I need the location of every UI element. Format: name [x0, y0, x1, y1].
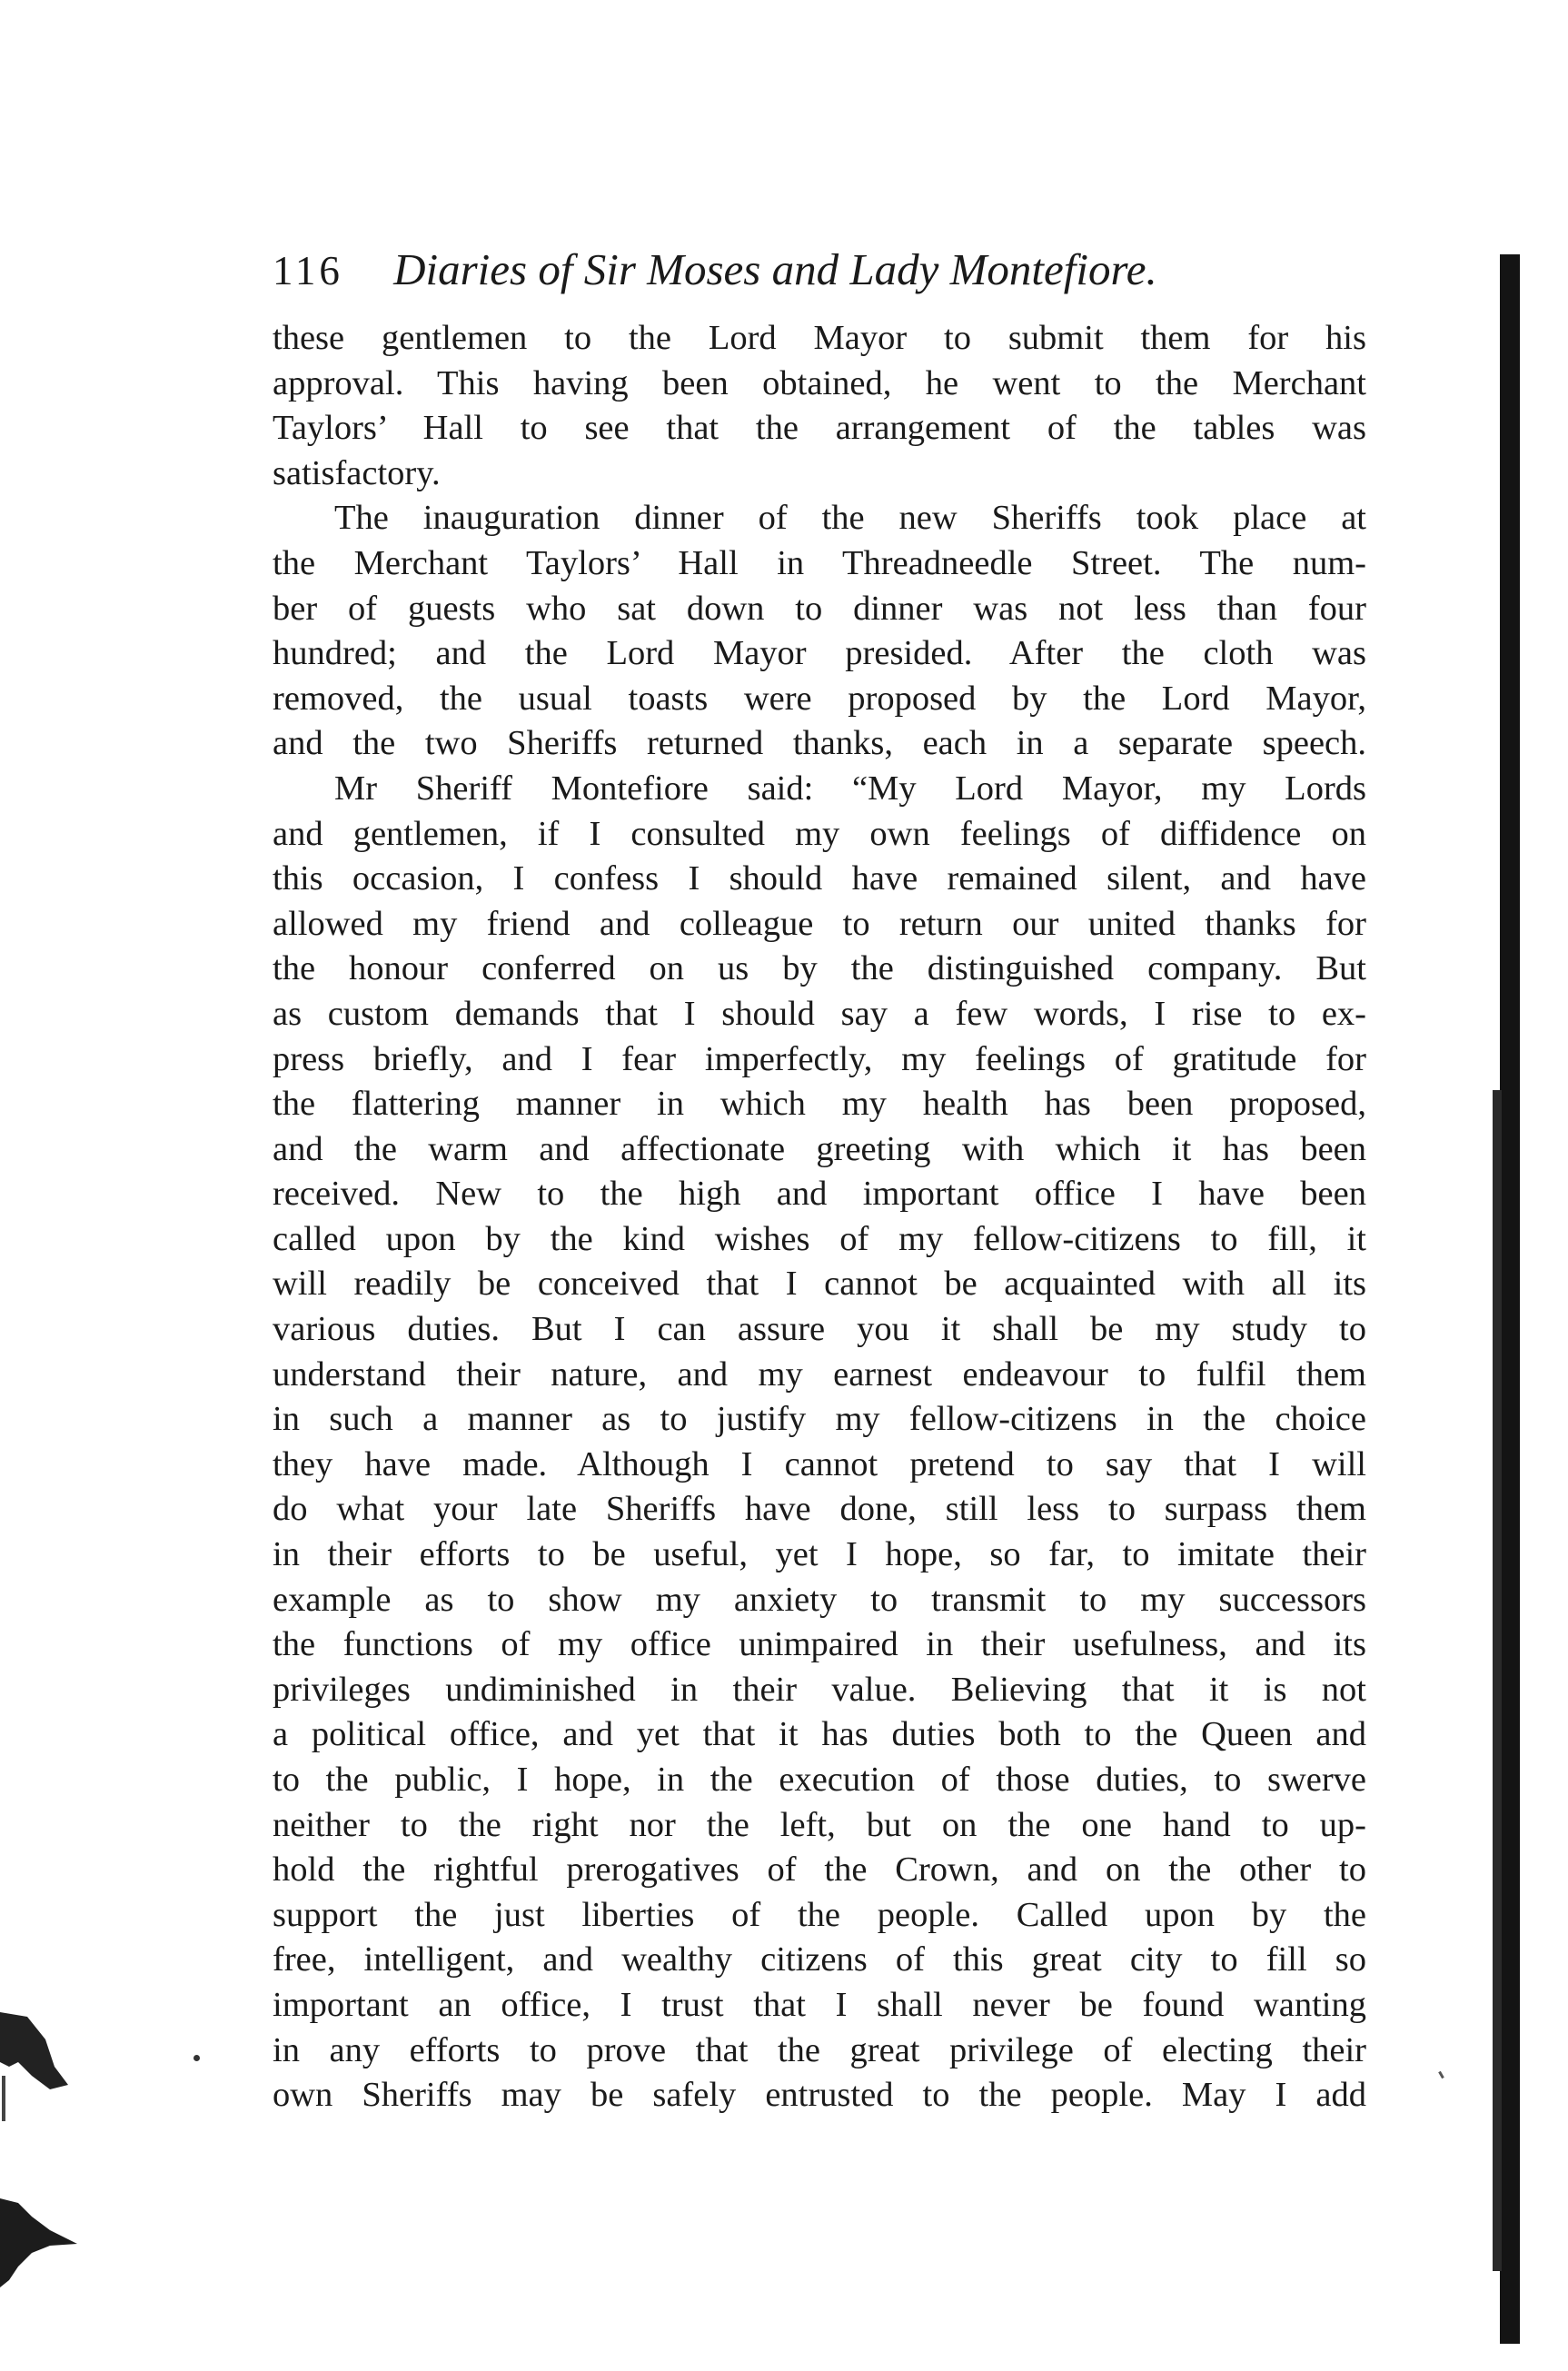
text-line: do what your late Sheriffs have done, still less to surpass them — [273, 1490, 1366, 1529]
scan-speck — [194, 2055, 200, 2061]
text-line: in such a manner as to justify my fellow-citizens in the choice — [273, 1400, 1366, 1439]
scan-artifact-mark — [0, 2012, 82, 2121]
text-line: support the just liberties of the people. Called upon by the — [273, 1895, 1366, 1934]
text-line: free, intelligent, and wealthy citizens of this great city to fill so — [273, 1940, 1366, 1979]
page-number: 116 — [273, 248, 343, 293]
scan-artifact-mark — [0, 2180, 82, 2289]
book-title: Diaries of Sir Moses and Lady Montefiore. — [393, 244, 1157, 294]
text-line: this occasion, I confess I should have remained silent, and have — [273, 859, 1366, 898]
text-line: The inauguration dinner of the new Sheriffs took place at — [334, 499, 1366, 538]
text-line: the flattering manner in which my health has been proposed, — [273, 1085, 1366, 1124]
text-line: privileges undiminished in their value. Believing that it is not — [273, 1670, 1366, 1709]
text-line: approval. This having been obtained, he went to the Merchant — [273, 363, 1366, 402]
text-line: and the warm and affectionate greeting with which it has been — [273, 1129, 1366, 1168]
text-line: the Merchant Taylors’ Hall in Threadneedle Street. The num- — [273, 543, 1366, 582]
text-line: in their efforts to be useful, yet I hope, so far, to imitate their — [273, 1535, 1366, 1574]
text-line: Mr Sheriff Montefiore said: “My Lord Mayor, my Lords — [334, 769, 1366, 808]
text-line: as custom demands that I should say a few words, I rise to ex- — [273, 994, 1366, 1033]
text-line: and the two Sheriffs returned thanks, each in a separate speech. — [273, 724, 1366, 763]
body-text — [273, 316, 1366, 2118]
text-line: to the public, I hope, in the execution of those duties, to swerve — [273, 1761, 1366, 1799]
text-line: called upon by the kind wishes of my fellow-citizens to fill, it — [273, 1219, 1366, 1258]
text-line: example as to show my anxiety to transmit to my successors — [273, 1580, 1366, 1619]
text-line: understand their nature, and my earnest endeavour to fulfil them — [273, 1354, 1366, 1394]
text-line: allowed my friend and colleague to return our united thanks for — [273, 904, 1366, 943]
text-line: Taylors’ Hall to see that the arrangement of the tables was — [273, 409, 1366, 448]
scan-edge-shadow-inner — [1493, 1090, 1502, 2271]
text-line: will readily be conceived that I cannot be acquainted with all its — [273, 1265, 1366, 1304]
scan-speck — [1438, 2071, 1444, 2078]
text-line: various duties. But I can assure you it shall be my study to — [273, 1310, 1366, 1349]
text-line: the honour conferred on us by the distinguished company. But — [273, 949, 1366, 988]
text-line: important an office, I trust that I shall never be found wanting — [273, 1985, 1366, 2024]
text-line: and gentlemen, if I consulted my own feelings of diffidence on — [273, 814, 1366, 853]
text-line: hold the rightful prerogatives of the Crown, and on the other to — [273, 1850, 1366, 1890]
scan-edge-shadow — [1500, 254, 1520, 2344]
text-line: hundred; and the Lord Mayor presided. After the cloth was — [273, 634, 1366, 673]
text-line: own Sheriffs may be safely entrusted to the people. May I add — [273, 2076, 1366, 2115]
text-line: these gentlemen to the Lord Mayor to submit them for his — [273, 319, 1366, 357]
text-line: received. New to the high and important office I have been — [273, 1175, 1366, 1214]
text-line: removed, the usual toasts were proposed by the Lord Mayor, — [273, 679, 1366, 718]
text-line: a political office, and yet that it has duties both to the Queen and — [273, 1715, 1366, 1754]
text-line: press briefly, and I fear imperfectly, my feelings of gratitude for — [273, 1039, 1366, 1078]
text-line: they have made. Although I cannot pretend to say that I will — [273, 1444, 1366, 1483]
text-line: satisfactory. — [273, 453, 441, 492]
text-line: the functions of my office unimpaired in their usefulness, and its — [273, 1625, 1366, 1664]
running-head — [273, 238, 1363, 302]
text-line: in any efforts to prove that the great privilege of electing their — [273, 2030, 1366, 2069]
text-line: neither to the right nor the left, but on the one hand to up- — [273, 1805, 1366, 1844]
text-line: ber of guests who sat down to dinner was not less than four — [273, 589, 1366, 628]
